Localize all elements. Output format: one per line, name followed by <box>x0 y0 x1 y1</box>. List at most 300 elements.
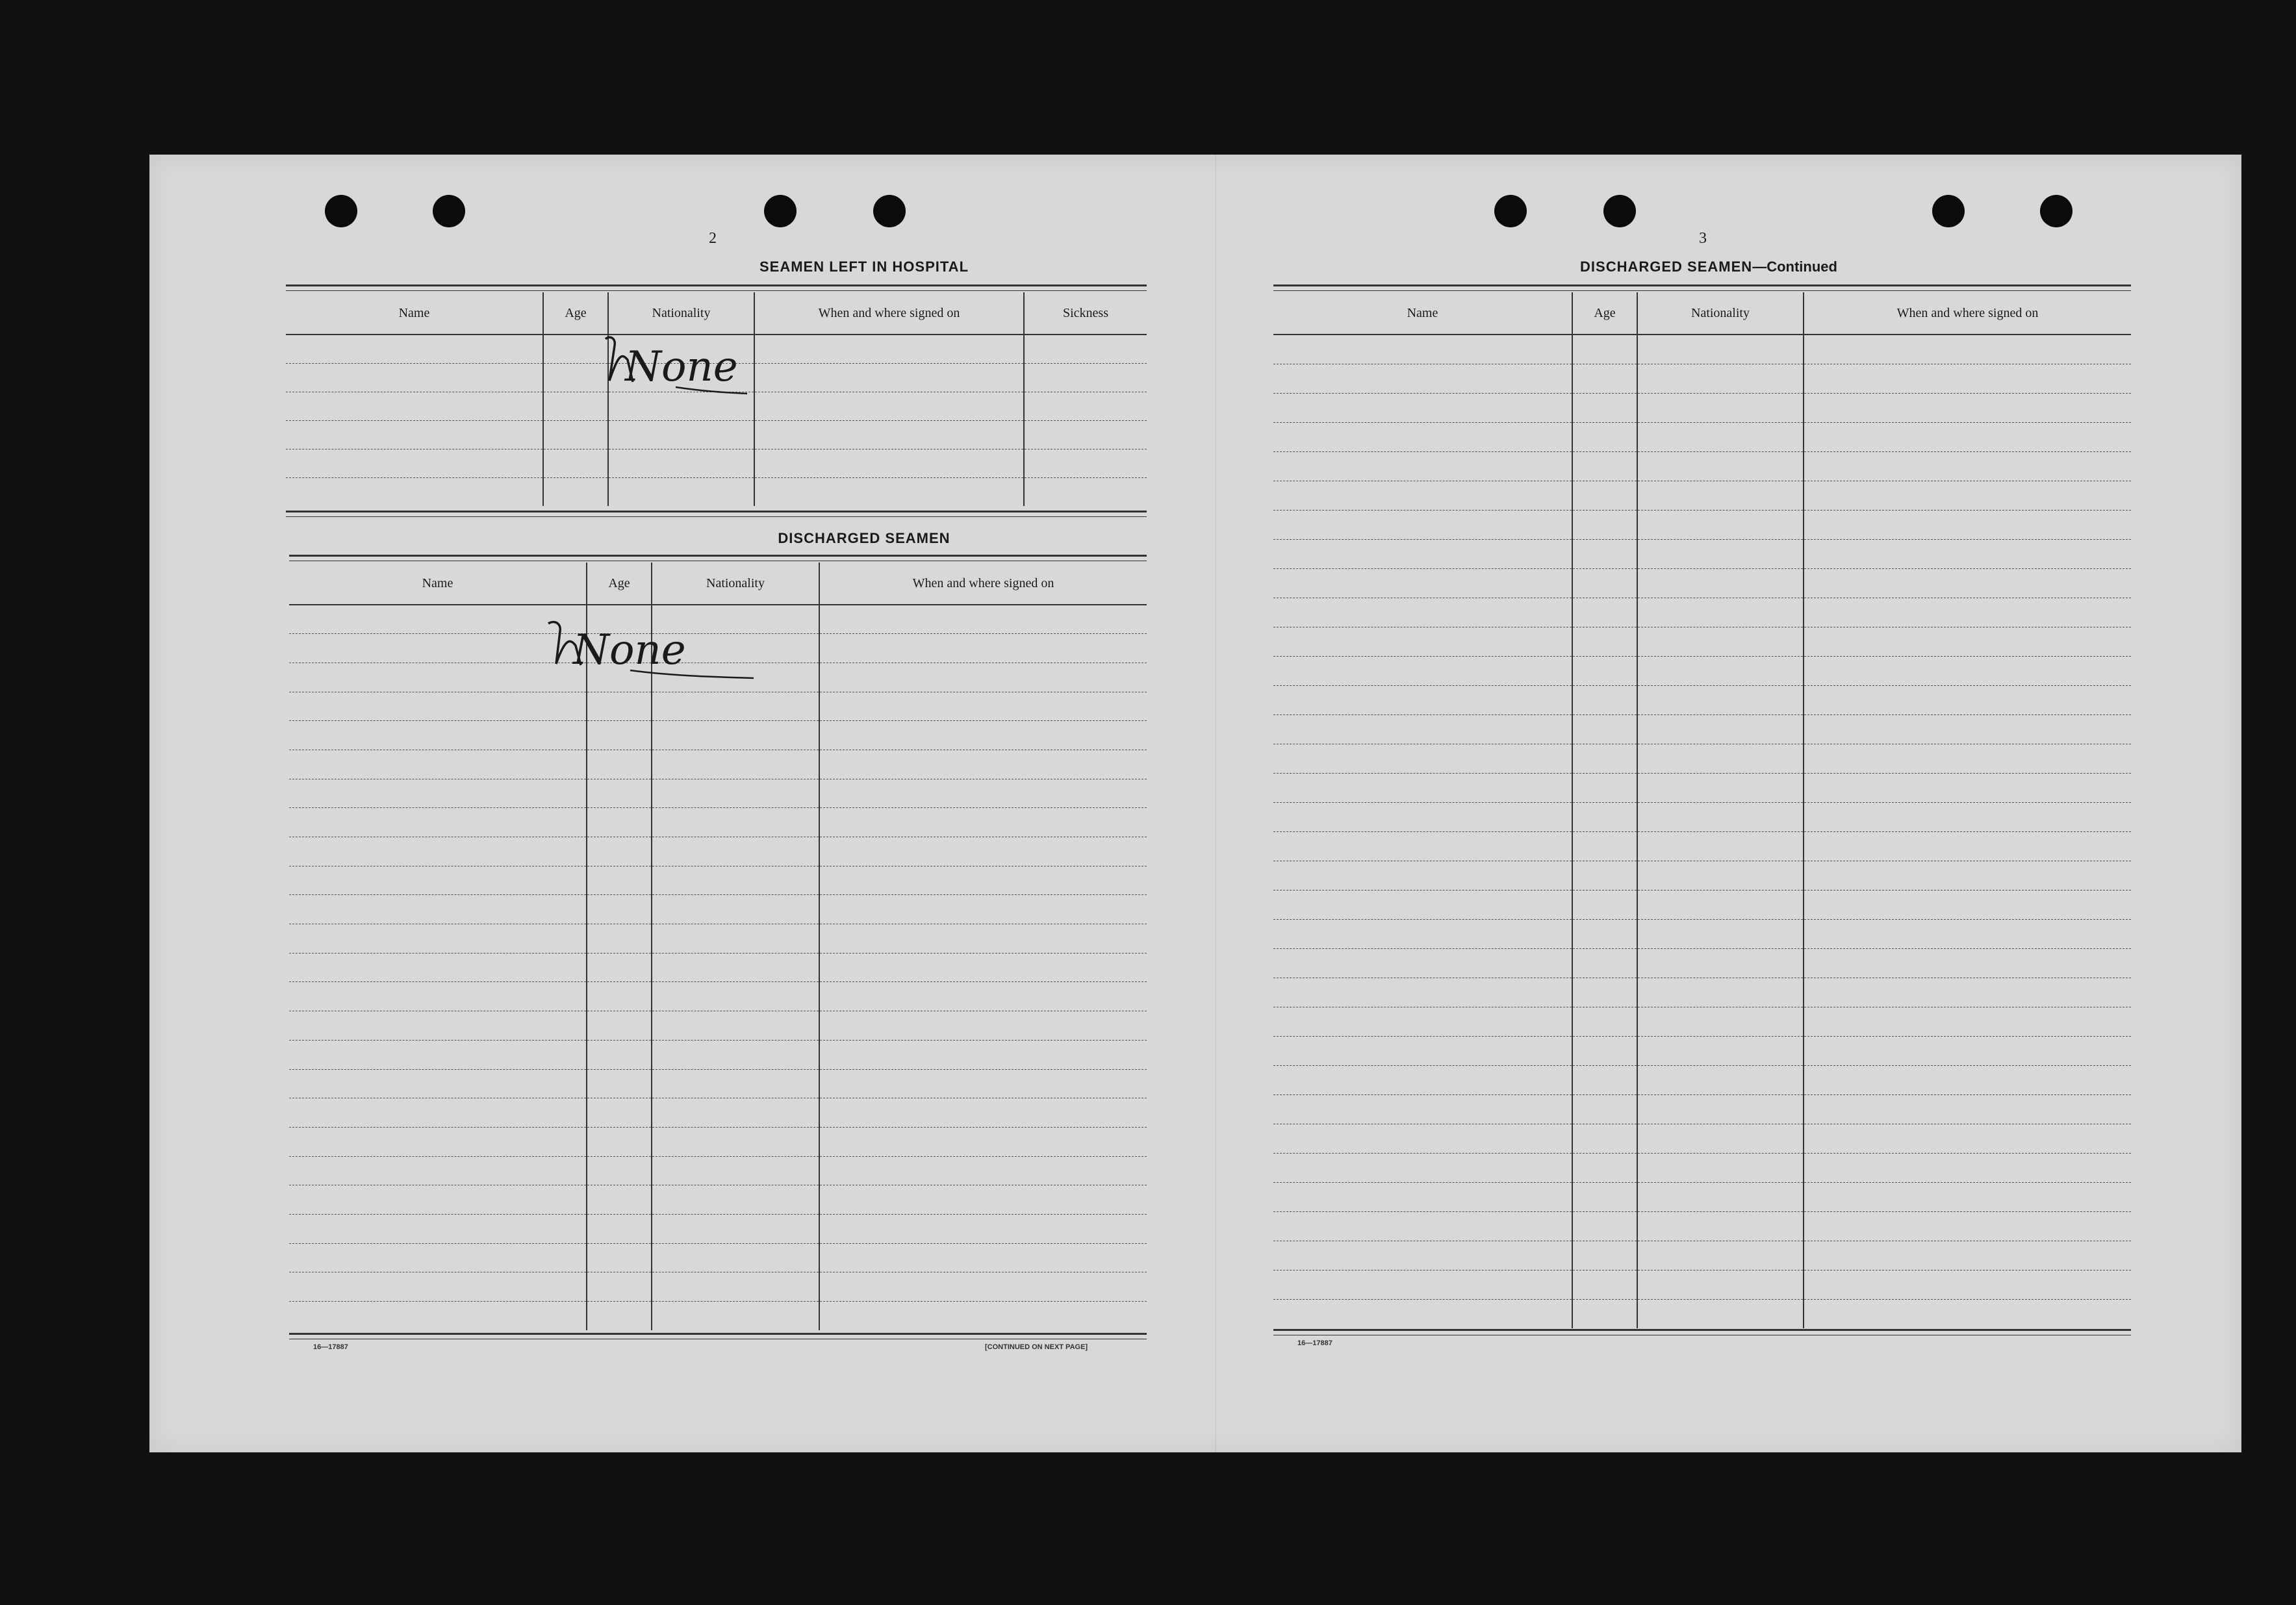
discharged-continued-table <box>1273 292 2131 1328</box>
table-cell <box>819 866 1147 895</box>
table-cell <box>1273 598 1572 627</box>
table-cell <box>1637 481 1804 510</box>
table-row <box>1273 978 2131 1007</box>
table-cell <box>587 779 652 808</box>
table-cell <box>652 982 819 1011</box>
table-cell <box>1804 451 2131 481</box>
table-cell <box>652 721 819 750</box>
table-cell <box>819 1302 1147 1331</box>
table-row <box>1273 335 2131 364</box>
table-cell <box>652 1272 819 1302</box>
table-cell <box>1637 568 1804 598</box>
table-cell <box>587 1127 652 1156</box>
table-cell <box>652 837 819 866</box>
table-cell <box>1637 1065 1804 1094</box>
punch-hole <box>433 195 465 227</box>
table-cell <box>286 420 543 449</box>
punch-hole <box>1932 195 1965 227</box>
table-cell <box>1637 1094 1804 1124</box>
page-number-left: 2 <box>709 230 717 247</box>
table-row <box>1273 1270 2131 1299</box>
table-cell <box>286 335 543 363</box>
table-cell <box>1804 481 2131 510</box>
table-cell <box>1804 1007 2131 1036</box>
table-row <box>1273 1241 2131 1270</box>
punch-hole <box>873 195 906 227</box>
table-cell <box>587 1069 652 1098</box>
table-cell <box>1572 1153 1637 1182</box>
table-row <box>1273 948 2131 978</box>
table-cell <box>1572 510 1637 539</box>
table-cell <box>819 895 1147 924</box>
table-cell <box>1637 1241 1804 1270</box>
table-cell <box>289 1302 587 1331</box>
column-header-name: Name <box>289 562 587 605</box>
table-cell <box>608 449 754 477</box>
table-cell <box>1804 510 2131 539</box>
table-cell <box>289 895 587 924</box>
punch-hole <box>2040 195 2073 227</box>
table-row <box>1273 890 2131 919</box>
table-cell <box>289 1011 587 1041</box>
table-cell <box>1273 861 1572 890</box>
table-row <box>289 924 1147 954</box>
table-cell <box>819 721 1147 750</box>
table-cell <box>819 1214 1147 1243</box>
table-cell <box>652 779 819 808</box>
table-row <box>286 477 1147 506</box>
table-cell <box>1804 364 2131 393</box>
table-cell <box>1024 335 1147 363</box>
table-cell <box>289 1185 587 1215</box>
header-rule <box>1273 284 2131 291</box>
table-cell <box>1572 1182 1637 1211</box>
table-cell <box>286 449 543 477</box>
table-cell <box>1637 802 1804 831</box>
table-row <box>1273 481 2131 510</box>
discharged-continued-title-suffix: —Continued <box>1752 259 1837 275</box>
table-row <box>289 1302 1147 1331</box>
table-row <box>1273 1065 2131 1094</box>
column-header-signed-on: When and where signed on <box>1804 292 2131 335</box>
table-cell <box>1572 539 1637 568</box>
table-cell <box>1273 627 1572 656</box>
table-cell <box>652 1214 819 1243</box>
table-row <box>289 808 1147 837</box>
table-row <box>289 721 1147 750</box>
table-row <box>1273 744 2131 773</box>
table-cell <box>1572 422 1637 451</box>
table-row <box>289 1156 1147 1185</box>
table-cell <box>1273 714 1572 744</box>
table-cell <box>1572 364 1637 393</box>
table-cell <box>289 1069 587 1098</box>
table-row <box>1273 773 2131 802</box>
table-cell <box>1572 802 1637 831</box>
table-cell <box>1804 1299 2131 1328</box>
table-cell <box>587 1011 652 1041</box>
table-cell <box>1572 861 1637 890</box>
table-cell <box>819 634 1147 663</box>
column-header-age: Age <box>543 292 608 335</box>
table-cell <box>1273 802 1572 831</box>
table-cell <box>608 420 754 449</box>
table-cell <box>1804 861 2131 890</box>
table-row <box>289 1011 1147 1041</box>
table-cell <box>819 982 1147 1011</box>
table-cell <box>1804 890 2131 919</box>
table-row <box>1273 656 2131 685</box>
table-cell <box>819 808 1147 837</box>
table-cell <box>1637 1124 1804 1153</box>
table-row <box>1273 1182 2131 1211</box>
table-cell <box>1637 744 1804 773</box>
table-cell <box>1572 685 1637 714</box>
table-cell <box>289 721 587 750</box>
table-row <box>1273 685 2131 714</box>
table-cell <box>587 1040 652 1069</box>
table-cell <box>1637 598 1804 627</box>
table-cell <box>652 1098 819 1128</box>
table-cell <box>1024 449 1147 477</box>
table-cell <box>819 1156 1147 1185</box>
table-cell <box>1804 831 2131 861</box>
table-cell <box>289 866 587 895</box>
discharged-section-title: DISCHARGED SEAMEN <box>778 530 950 546</box>
discharged-continued-title-main: DISCHARGED SEAMEN <box>1580 259 1753 275</box>
table-cell <box>819 1185 1147 1215</box>
table-cell <box>1804 1153 2131 1182</box>
table-cell <box>1637 539 1804 568</box>
table-cell <box>1804 685 2131 714</box>
table-cell <box>652 1011 819 1041</box>
table-cell <box>652 1127 819 1156</box>
table-cell <box>1273 568 1572 598</box>
table-cell <box>819 1243 1147 1272</box>
table-cell <box>1637 335 1804 364</box>
table-cell <box>1804 598 2131 627</box>
table-cell <box>1273 1182 1572 1211</box>
table-cell <box>543 477 608 506</box>
page-bottom-rule <box>1273 1329 2131 1335</box>
table-row <box>286 420 1147 449</box>
discharged-continued-table-body <box>1273 335 2131 1328</box>
table-cell <box>1572 1036 1637 1065</box>
table-row <box>1273 1211 2131 1241</box>
table-cell <box>1804 393 2131 422</box>
table-cell <box>1637 948 1804 978</box>
table-row <box>289 1185 1147 1215</box>
table-cell <box>1804 627 2131 656</box>
column-header-signed-on: When and where signed on <box>754 292 1024 335</box>
table-cell <box>1804 1270 2131 1299</box>
table-cell <box>652 953 819 982</box>
table-cell <box>587 808 652 837</box>
table-cell <box>587 953 652 982</box>
table-row <box>289 837 1147 866</box>
table-cell <box>1572 1065 1637 1094</box>
table-cell <box>289 750 587 779</box>
table-cell <box>1637 510 1804 539</box>
table-row <box>289 1214 1147 1243</box>
form-number-left: 16—17887 <box>313 1343 348 1351</box>
table-row <box>1273 364 2131 393</box>
svg-text:None: None <box>573 626 686 674</box>
table-cell <box>1804 919 2131 948</box>
table-cell <box>1804 1182 2131 1211</box>
table-cell <box>289 1214 587 1243</box>
table-cell <box>1273 744 1572 773</box>
table-cell <box>652 866 819 895</box>
table-cell <box>587 837 652 866</box>
table-cell <box>1637 393 1804 422</box>
table-cell <box>819 1069 1147 1098</box>
table-cell <box>1804 335 2131 364</box>
table-cell <box>1804 1124 2131 1153</box>
column-header-age: Age <box>587 562 652 605</box>
table-cell <box>1572 627 1637 656</box>
handwritten-none-hospital <box>578 329 773 420</box>
table-cell <box>1572 1270 1637 1299</box>
table-cell <box>587 750 652 779</box>
table-row <box>289 895 1147 924</box>
table-cell <box>754 392 1024 420</box>
table-cell <box>1273 422 1572 451</box>
table-cell <box>819 750 1147 779</box>
discharged-table-body <box>289 605 1147 1330</box>
table-cell <box>1024 392 1147 420</box>
table-cell <box>1273 1094 1572 1124</box>
table-cell <box>1572 451 1637 481</box>
table-cell <box>1572 1094 1637 1124</box>
center-fold <box>1215 155 1216 1452</box>
column-header-signed-on: When and where signed on <box>819 562 1147 605</box>
table-cell <box>652 1040 819 1069</box>
punch-hole <box>1603 195 1636 227</box>
table-cell <box>1572 890 1637 919</box>
table-cell <box>289 924 587 954</box>
table-cell <box>1273 335 1572 364</box>
table-row <box>289 1272 1147 1302</box>
table-row <box>1273 1036 2131 1065</box>
table-cell <box>587 721 652 750</box>
table-cell <box>1637 1153 1804 1182</box>
table-cell <box>819 837 1147 866</box>
table-cell <box>1572 773 1637 802</box>
table-row <box>1273 598 2131 627</box>
table-row <box>289 1069 1147 1098</box>
table-cell <box>652 808 819 837</box>
table-cell <box>587 1214 652 1243</box>
table-cell <box>1637 422 1804 451</box>
table-row <box>1273 1299 2131 1328</box>
table-cell <box>819 1127 1147 1156</box>
table-cell <box>1024 477 1147 506</box>
table-cell <box>1572 598 1637 627</box>
table-cell <box>587 1302 652 1331</box>
table-row <box>1273 919 2131 948</box>
table-cell <box>1273 685 1572 714</box>
table-cell <box>587 1098 652 1128</box>
table-cell <box>1804 422 2131 451</box>
table-cell <box>1572 568 1637 598</box>
table-cell <box>1273 1241 1572 1270</box>
table-cell <box>754 363 1024 392</box>
table-row <box>1273 539 2131 568</box>
column-header-nationality: Nationality <box>652 562 819 605</box>
table-cell <box>1804 744 2131 773</box>
table-cell <box>1637 1211 1804 1241</box>
table-cell <box>754 420 1024 449</box>
column-header-age: Age <box>1572 292 1637 335</box>
column-header-nationality: Nationality <box>608 292 754 335</box>
table-cell <box>587 1243 652 1272</box>
table-cell <box>286 363 543 392</box>
table-cell <box>1637 451 1804 481</box>
table-cell <box>289 837 587 866</box>
table-cell <box>289 1040 587 1069</box>
table-cell <box>1637 1007 1804 1036</box>
table-cell <box>819 1098 1147 1128</box>
table-cell <box>289 1272 587 1302</box>
discharged-continued-title <box>1423 259 1995 275</box>
table-cell <box>1273 510 1572 539</box>
table-cell <box>1273 890 1572 919</box>
table-cell <box>754 335 1024 363</box>
table-cell <box>652 1243 819 1272</box>
table-cell <box>819 1011 1147 1041</box>
continued-note: [CONTINUED ON NEXT PAGE] <box>985 1343 1088 1351</box>
table-cell <box>1273 1153 1572 1182</box>
table-cell <box>1273 1299 1572 1328</box>
table-cell <box>1804 1065 2131 1094</box>
table-row <box>1273 1124 2131 1153</box>
table-row <box>289 1098 1147 1128</box>
header-rule <box>289 555 1147 561</box>
table-row <box>289 1243 1147 1272</box>
table-cell <box>1637 919 1804 948</box>
table-cell <box>1804 1036 2131 1065</box>
table-cell <box>819 1040 1147 1069</box>
column-header-name: Name <box>1273 292 1572 335</box>
table-row <box>1273 802 2131 831</box>
table-cell <box>1804 978 2131 1007</box>
table-cell <box>1804 568 2131 598</box>
table-cell <box>652 924 819 954</box>
table-cell <box>1273 481 1572 510</box>
table-cell <box>1637 1182 1804 1211</box>
table-cell <box>543 449 608 477</box>
table-cell <box>754 449 1024 477</box>
table-cell <box>286 477 543 506</box>
table-cell <box>1572 1299 1637 1328</box>
table-cell <box>1804 539 2131 568</box>
table-cell <box>1273 919 1572 948</box>
table-cell <box>1572 978 1637 1007</box>
punch-hole <box>325 195 357 227</box>
table-row <box>1273 1007 2131 1036</box>
column-header-name: Name <box>286 292 543 335</box>
table-cell <box>1572 1007 1637 1036</box>
table-cell <box>289 1243 587 1272</box>
table-row <box>289 866 1147 895</box>
punch-hole <box>764 195 797 227</box>
table-row <box>289 779 1147 808</box>
page-bottom-rule <box>289 1333 1147 1339</box>
table-cell <box>1572 831 1637 861</box>
table-cell <box>289 808 587 837</box>
table-row <box>1273 510 2131 539</box>
table-cell <box>1273 948 1572 978</box>
table-cell <box>1804 773 2131 802</box>
table-cell <box>1273 451 1572 481</box>
table-cell <box>1572 1211 1637 1241</box>
table-row <box>289 953 1147 982</box>
table-cell <box>1572 744 1637 773</box>
table-cell <box>1273 1211 1572 1241</box>
table-cell <box>1273 393 1572 422</box>
table-cell <box>543 420 608 449</box>
table-cell <box>1273 773 1572 802</box>
table-cell <box>1637 685 1804 714</box>
table-cell <box>1637 861 1804 890</box>
table-cell <box>289 982 587 1011</box>
table-cell <box>819 924 1147 954</box>
table-cell <box>289 953 587 982</box>
table-cell <box>652 895 819 924</box>
table-cell <box>1024 420 1147 449</box>
table-cell <box>1804 802 2131 831</box>
table-cell <box>1273 978 1572 1007</box>
table-cell <box>289 779 587 808</box>
table-cell <box>1637 627 1804 656</box>
punch-hole <box>1494 195 1527 227</box>
table-cell <box>819 663 1147 692</box>
table-row <box>1273 568 2131 598</box>
table-cell <box>819 605 1147 634</box>
table-cell <box>1572 948 1637 978</box>
svg-text:None: None <box>625 343 738 391</box>
table-cell <box>1637 978 1804 1007</box>
table-cell <box>1637 831 1804 861</box>
table-cell <box>1273 1124 1572 1153</box>
table-row <box>286 449 1147 477</box>
table-cell <box>1804 1094 2131 1124</box>
table-cell <box>1273 1065 1572 1094</box>
table-cell <box>1572 393 1637 422</box>
table-row <box>1273 714 2131 744</box>
table-cell <box>1273 364 1572 393</box>
table-cell <box>819 779 1147 808</box>
table-cell <box>587 866 652 895</box>
table-row <box>289 1040 1147 1069</box>
table-cell <box>652 1302 819 1331</box>
table-cell <box>1273 1270 1572 1299</box>
table-cell <box>587 1156 652 1185</box>
table-cell <box>587 982 652 1011</box>
table-cell <box>1273 1007 1572 1036</box>
table-cell <box>1273 831 1572 861</box>
table-row <box>1273 451 2131 481</box>
table-cell <box>819 692 1147 721</box>
table-cell <box>1637 890 1804 919</box>
table-cell <box>819 953 1147 982</box>
table-row <box>1273 422 2131 451</box>
table-cell <box>819 1272 1147 1302</box>
table-cell <box>289 1098 587 1128</box>
section-divider-rule <box>286 511 1147 517</box>
table-cell <box>652 1069 819 1098</box>
